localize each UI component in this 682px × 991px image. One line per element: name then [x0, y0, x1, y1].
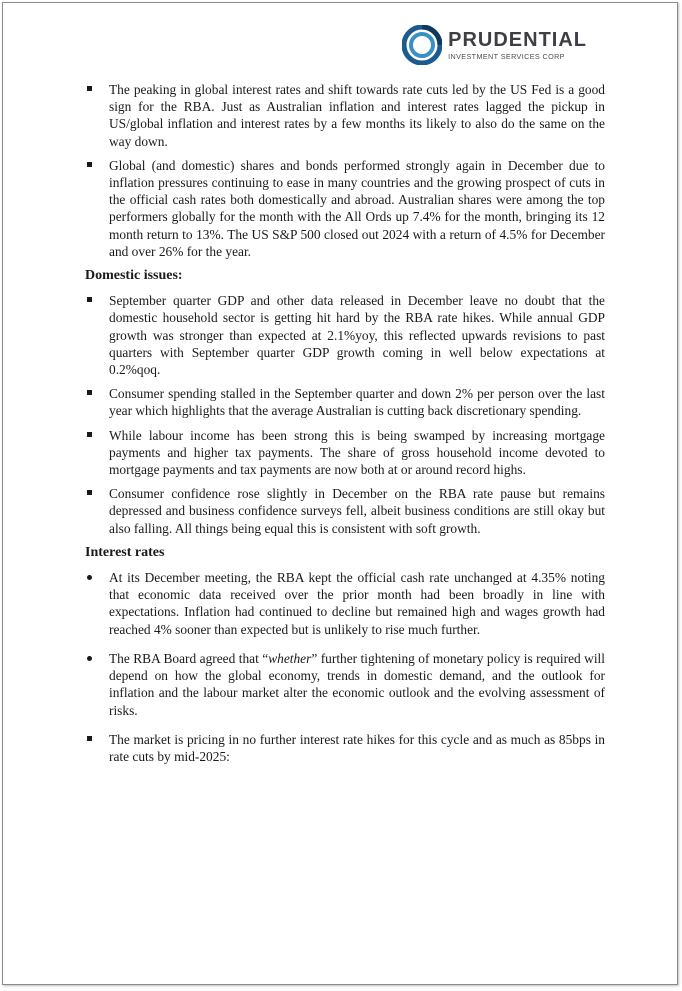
round-bullet-icon — [87, 656, 92, 661]
square-bullet-icon — [87, 736, 92, 741]
square-bullet-icon — [87, 432, 92, 437]
list-item — [87, 650, 605, 719]
bullet-text-post: ” further tightening of monetary policy is required will depend on how the global economy, trends in domestic demand, and the outlook for inflation and the labour market alter the economic outlook and the evolving assessment of risks. — [109, 650, 605, 718]
list-item — [87, 385, 605, 419]
list-item — [87, 292, 605, 378]
bullet-text: September quarter GDP and other data released in December leave no doubt that the domestic household sector is getting hit hard by the RBA rate hikes. While annual GDP growth was stronger than expected at 2.1%yoy, this reflected upwards revisions to past quarters with September quarter GDP growth coming in well below expectations at 0.2%qoq. — [109, 293, 605, 378]
bullet-text: The market is pricing in no further interest rate hikes for this cycle and as much as 85bps in rate cuts by mid-2025: — [109, 731, 605, 764]
bullet-text: The peaking in global interest rates and shift towards rate cuts led by the US Fed is a good sign for the RBA. Just as Australian inflation and interest rates lagged the pickup in US/global inflation and interest rates by a few months its likely to also do the same on the way down. — [109, 82, 605, 149]
list-item — [87, 81, 605, 150]
logo-name: PRUDENTIAL — [448, 28, 587, 51]
bullet-text: Consumer confidence rose slightly in December on the RBA rate pause but remains depressed and business confidence surveys fell, albeit business conditions are still okay but also falling. All things being equal this is consistent with soft growth. — [109, 486, 605, 536]
section-heading-domestic: Domestic issues: — [85, 268, 183, 284]
company-logo — [402, 25, 587, 65]
list-item — [87, 731, 605, 765]
section-heading-interest-rates: Interest rates — [85, 544, 165, 560]
document-body — [87, 81, 605, 777]
bullet-text: At its December meeting, the RBA kept the official cash rate unchanged at 4.35% noting that economic data received over the prior month had been broadly in line with expectations. Inflation had continued to decline but remained high and wages growth had reached 4% sooner than expected but is unlikely to rise much further. — [109, 570, 605, 637]
bullet-text: Global (and domestic) shares and bonds performed strongly again in December due to inflation pressures continuing to ease in many countries and the growing prospect of cuts in the official cash rates both domestically and abroad. Australian shares were among the top performers globally for the month with the All Ords up 7.4% for the month, bringing its 12 month return to 13%. The US S&P 500 closed out 2024 with a return of 4.5% for December and over 26% for the year. — [109, 157, 605, 259]
bullet-text-pre: The RBA Board agreed that “ — [109, 650, 269, 666]
bullet-text: While labour income has been strong this is being swamped by increasing mortgage payments and higher tax payments. The share of gross household income devoted to mortgage payments and tax payments are now both at or around record highs. — [109, 427, 605, 478]
list-item — [87, 157, 605, 260]
list-item — [87, 427, 605, 479]
square-bullet-icon — [87, 162, 92, 167]
intro-bullet-list — [87, 81, 605, 260]
interest-bullet-list — [87, 569, 605, 765]
document-page — [2, 2, 678, 985]
square-bullet-icon — [87, 390, 92, 395]
bullet-text: Consumer spending stalled in the September quarter and down 2% per person over the last year which highlights that the average Australian is cutting back discretionary spending. — [109, 386, 605, 419]
prudential-logo-icon — [402, 25, 442, 65]
emphasis-whether: whether — [268, 650, 312, 666]
list-item — [87, 485, 605, 537]
square-bullet-icon — [87, 86, 92, 91]
round-bullet-icon — [87, 575, 92, 580]
square-bullet-icon — [87, 490, 92, 495]
list-item — [87, 569, 605, 638]
logo-subtitle: INVESTMENT SERVICES CORP — [448, 51, 565, 61]
domestic-bullet-list — [87, 292, 605, 537]
square-bullet-icon — [87, 297, 92, 302]
